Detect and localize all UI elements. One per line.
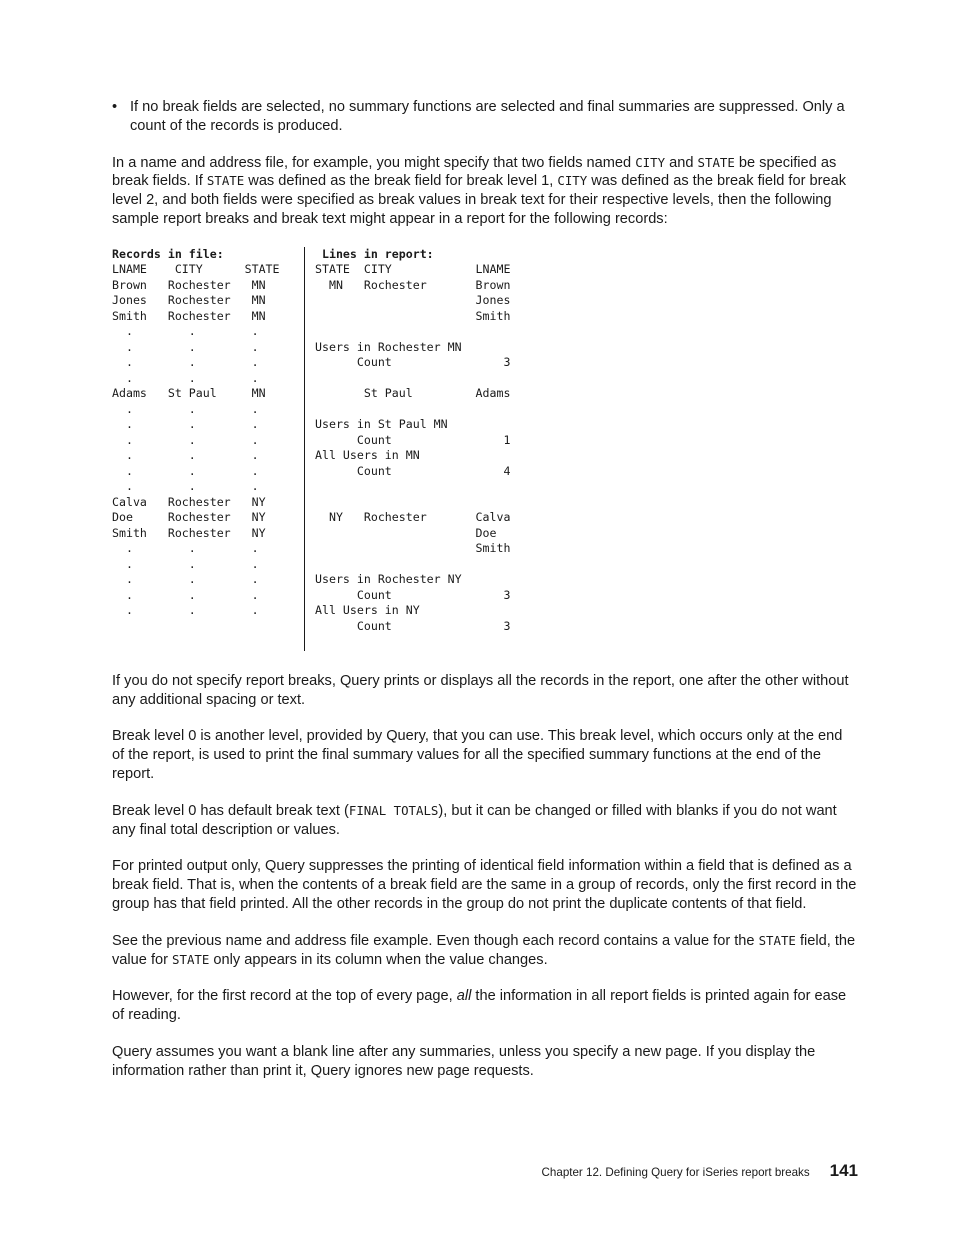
- report-listing: STATE CITY LNAME MN Rochester Brown Jones Smith Users in Rochester MN Count 3 St Paul Adams Users in St Paul MN Count 1 All Users in MN Count 4 NY Rochester Calva Doe Smith Users in Rochester NY Count 3 All Users in NY Count 3: [315, 262, 511, 633]
- lines-in-report-column: [315, 247, 510, 635]
- paragraph-blank-line: Query assumes you want a blank line after any summaries, unless you specify a new page. If you display the information rather than print it, Query ignores new page requests.: [112, 1043, 816, 1079]
- bullet-marker: •: [112, 99, 118, 115]
- bullet-item: [112, 98, 857, 136]
- records-header: Records in file:: [112, 246, 224, 261]
- records-listing: LNAME CITY STATE Brown Rochester MN Jones Rochester MN Smith Rochester MN . . . . . . . . . . . . Adams St Paul MN . . . . . . . . . . . . . . . . . . Calva Rochester NY Doe Rochester NY Smith Rochester NY . . . . . . . . . . . . . . .: [112, 262, 280, 618]
- emphasis-all: all: [456, 988, 472, 1005]
- paragraph-break-level-0: Break level 0 is another level, provided by Query, that you can use. This break level, which occurs only at the end of the report, is used to print the final summary values for all the specified summary functions at the end of the report.: [112, 728, 843, 782]
- code-state: STATE: [172, 951, 210, 967]
- paragraph-default-break-text: Break level 0 has default break text (FINAL TOTALS), but it can be changed or filled with blanks if you do not want any final total description or values.: [112, 802, 837, 838]
- paragraph-printed-output: For printed output only, Query suppresses the printing of identical field information within a field that is defined as a break field. That is, when the contents of a break field are the same in a group of records, only the first record in the group has that field printed. All the other records in the group do not print the duplicate contents of that field.: [112, 858, 857, 912]
- column-divider: [304, 247, 305, 651]
- code-state: STATE: [206, 173, 245, 189]
- paragraph-no-breaks: If you do not specify report breaks, Query prints or displays all the records in the report, one after the other without any additional spacing or text.: [112, 672, 849, 708]
- paragraph-see-previous: See the previous name and address file example. Even though each record contains a value for the STATE field, the value for STATE only appears in its column when the value changes.: [112, 932, 856, 968]
- records-in-file-column: [112, 247, 280, 619]
- code-final-totals: FINAL TOTALS: [348, 802, 439, 818]
- bullet-text: If no break fields are selected, no summary functions are selected and final summaries are suppressed. Only a count of the records is produced.: [130, 99, 845, 134]
- page-number: 141: [829, 1161, 858, 1180]
- intro-paragraph: In a name and address file, for example, you might specify that two fields named CITY and STATE be specified as break fields. If STATE was defined as the break field for break level 1, CITY was defined as the break field for break level 2, and both fields were specified as break values in break text for their respective levels, then the following sample report breaks and break text might appear in a report for the following records:: [112, 154, 846, 227]
- page-content: [112, 98, 857, 1099]
- lines-header: Lines in report:: [315, 246, 434, 261]
- code-city: CITY: [635, 154, 666, 170]
- code-city: CITY: [557, 173, 588, 189]
- sample-report-figure: [112, 247, 857, 655]
- paragraph-first-record: However, for the first record at the top of every page, all the information in all report fields is printed again for ease of reading.: [112, 988, 847, 1024]
- code-state: STATE: [758, 932, 796, 948]
- code-state: STATE: [697, 154, 735, 170]
- chapter-title: Chapter 12. Defining Query for iSeries report breaks: [541, 1166, 810, 1179]
- page-footer: [542, 1161, 858, 1181]
